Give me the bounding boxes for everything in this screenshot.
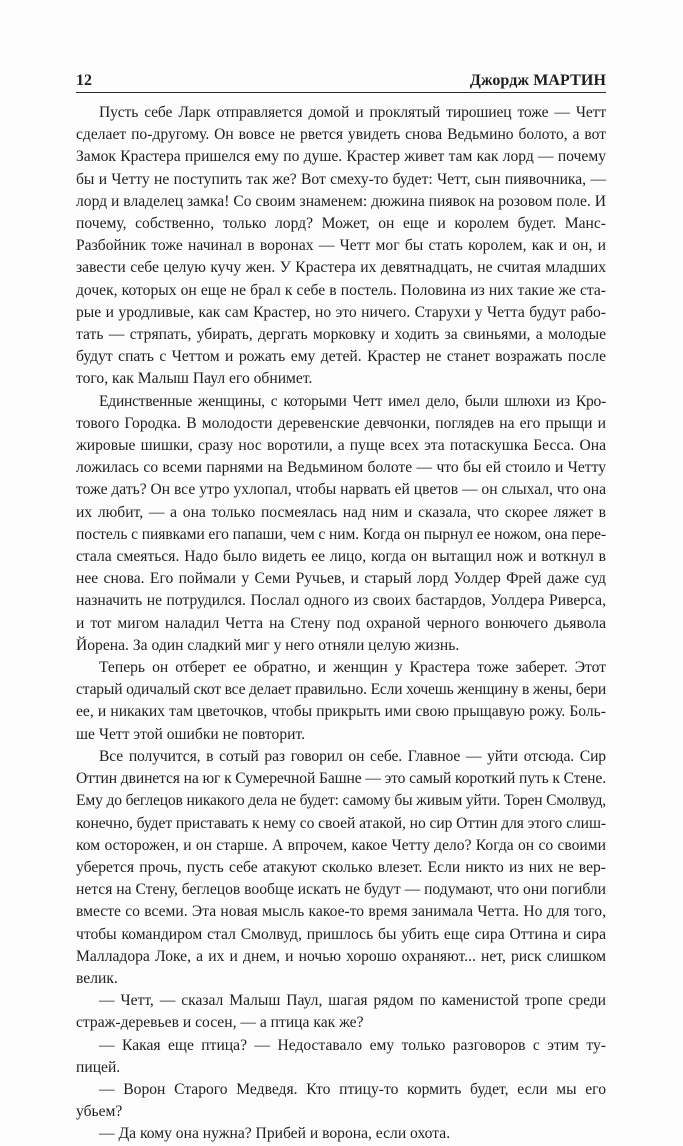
- text-line: Все получится, в сотый раз говорил он себе. Главное — уйти отсюда. Сир: [99, 747, 606, 765]
- text-line: страж-деревьев и сосен, — а птица как же?: [76, 1014, 364, 1032]
- paragraph: [76, 990, 606, 1034]
- text-line: Йорена. За один сладкий миг у него отняли целую жизнь.: [76, 636, 460, 654]
- text-line: нется на Стену, беглецов вообще искать не будут — подумают, что они погибли: [76, 881, 606, 899]
- text-line: Малладора Локе, а их и днем, и ночью хорошо охраняют... нет, риск слишком: [76, 947, 606, 965]
- text-line: жировые шишки, сразу нос воротили, а пуще всех эта потаскушка Бесса. Она: [76, 437, 606, 455]
- text-line: завести себе целую кучу жен. У Крастера их девятнадцать, не считая младших: [76, 259, 606, 277]
- text-line: ее, и никаких там цветочков, чтобы прикрыть ими свою прыщавую рожу. Боль-: [76, 703, 606, 721]
- text-line: стала смеяться. Надо было видеть ее лицо, когда он вытащил нож и воткнул в: [76, 548, 606, 566]
- text-line: сделает по-другому. Он вовсе не рвется увидеть снова Ведьмино болото, а вот: [76, 126, 606, 144]
- text-line: постель с пиявками его папаши, чем с ним. Когда он пырнул ее ножом, она пере-: [76, 525, 606, 543]
- page-number: 12: [76, 72, 92, 89]
- text-line: назначить не потрудился. Послал одного из своих бастардов, Уолдера Риверса,: [76, 592, 606, 610]
- text-line: старый одичалый скот все делает правильно. Если хочешь женщину в жены, бери: [76, 681, 607, 699]
- running-header: [76, 68, 606, 93]
- text-line: тового Городка. В молодости деревенские девчонки, поглядев на его прыщи и: [76, 414, 606, 432]
- text-line: убьем?: [76, 1103, 123, 1121]
- text-line: тоже дать? Он все утро ухлопал, чтобы нарвать ей цветов — он слыхал, что она: [76, 481, 606, 499]
- text-line: чтобы командиром стал Смолвуд, пришлось бы убить еще сира Оттина и сира: [76, 925, 606, 943]
- body-text: [76, 102, 606, 1146]
- text-line: вместе со всеми. Эта новая мысль какое-то время занимала Четта. Но для того,: [76, 903, 606, 921]
- text-line: и тот мигом наладил Четта на Стену под охраной черного вонючего дьявола: [76, 614, 606, 632]
- paragraph: [76, 1035, 606, 1079]
- text-line: — Четт, — сказал Малыш Паул, шагая рядом по каменистой тропе среди: [99, 992, 606, 1010]
- paragraph: [76, 1079, 606, 1123]
- text-line: уберется прочь, пусть себе атакуют сколько влезет. Если никто из них не вер-: [76, 858, 606, 876]
- text-line: почему, собственно, только лорд? Может, он еще и королем будет. Манс-: [76, 215, 606, 233]
- text-line: лорд и владелец замка! Со своим знаменем: дюжина пиявок на розовом поле. И: [76, 192, 606, 210]
- text-line: рые и уродливые, как сам Крастер, но это ничего. Старухи у Четта будут рабо-: [76, 303, 606, 321]
- text-line: тать — стряпать, убирать, дергать морковку и ходить за свиньями, а молодые: [76, 326, 606, 344]
- paragraph: [76, 391, 606, 657]
- text-line: — Да кому она нужна? Прибей и ворона, если охота.: [99, 1125, 451, 1143]
- paragraph: [76, 1123, 606, 1145]
- paragraph: [76, 657, 606, 746]
- text-line: их любит, — а она только посмеялась над ним и сказала, что скорее ляжет в: [76, 503, 606, 521]
- text-line: ше Четт этой ошибки не повторит.: [76, 725, 306, 743]
- text-line: Разбойник тоже начинал в воронах — Четт мог бы стать королем, как и он, и: [76, 237, 606, 255]
- text-line: ком осторожен, и он старше. А впрочем, какое Четту дело? Когда он со своими: [76, 836, 606, 854]
- text-line: Единственные женщины, с которыми Четт имел дело, были шлюхи из Кро-: [99, 392, 606, 410]
- text-line: нее снова. Его поймали у Семи Ручьев, и старый лорд Уолдер Фрей даже суд: [76, 570, 606, 588]
- text-line: будут спать с Четтом и рожать ему детей. Крастер не станет возражать после: [76, 348, 606, 366]
- text-line: ложилась со всеми парнями на Ведьмином болоте — что бы ей стоило и Четту: [76, 459, 606, 477]
- running-header-author: Джордж МАРТИН: [469, 72, 606, 89]
- text-line: того, как Малыш Паул его обнимет.: [76, 370, 313, 388]
- text-line: велик.: [76, 969, 118, 987]
- text-line: Замок Крастера пришелся ему по душе. Крастер живет там как лорд — почему: [76, 148, 606, 166]
- text-line: Оттин двинется на юг к Сумеречной Башне — это самый короткий путь к Стене.: [76, 770, 606, 788]
- text-line: бы и Четту не поступить так же? Вот смеху-то будет: Четт, сын пиявочника, —: [76, 170, 606, 188]
- text-line: пицей.: [76, 1058, 121, 1076]
- text-line: дочек, которых он еще не брал к себе в постель. Половина из них такие же ста-: [76, 281, 606, 299]
- text-line: — Какая еще птица? — Недоставало ему только разговоров с этим ту-: [99, 1036, 606, 1054]
- book-page: [76, 68, 606, 1146]
- text-line: конечно, будет приставать к нему со своей атакой, но сир Оттин для этого слиш-: [76, 814, 606, 832]
- paragraph: [76, 102, 606, 391]
- text-line: Пусть себе Ларк отправляется домой и проклятый тирошиец тоже — Четт: [99, 104, 606, 121]
- text-line: Теперь он отберет ее обратно, и женщин у Крастера тоже заберет. Этот: [99, 659, 606, 677]
- paragraph: [76, 746, 606, 990]
- text-line: Ему до беглецов никакого дела не будет: самому бы живым уйти. Торен Смолвуд,: [76, 792, 606, 810]
- text-line: — Ворон Старого Медведя. Кто птицу-то кормить будет, если мы его: [99, 1080, 606, 1098]
